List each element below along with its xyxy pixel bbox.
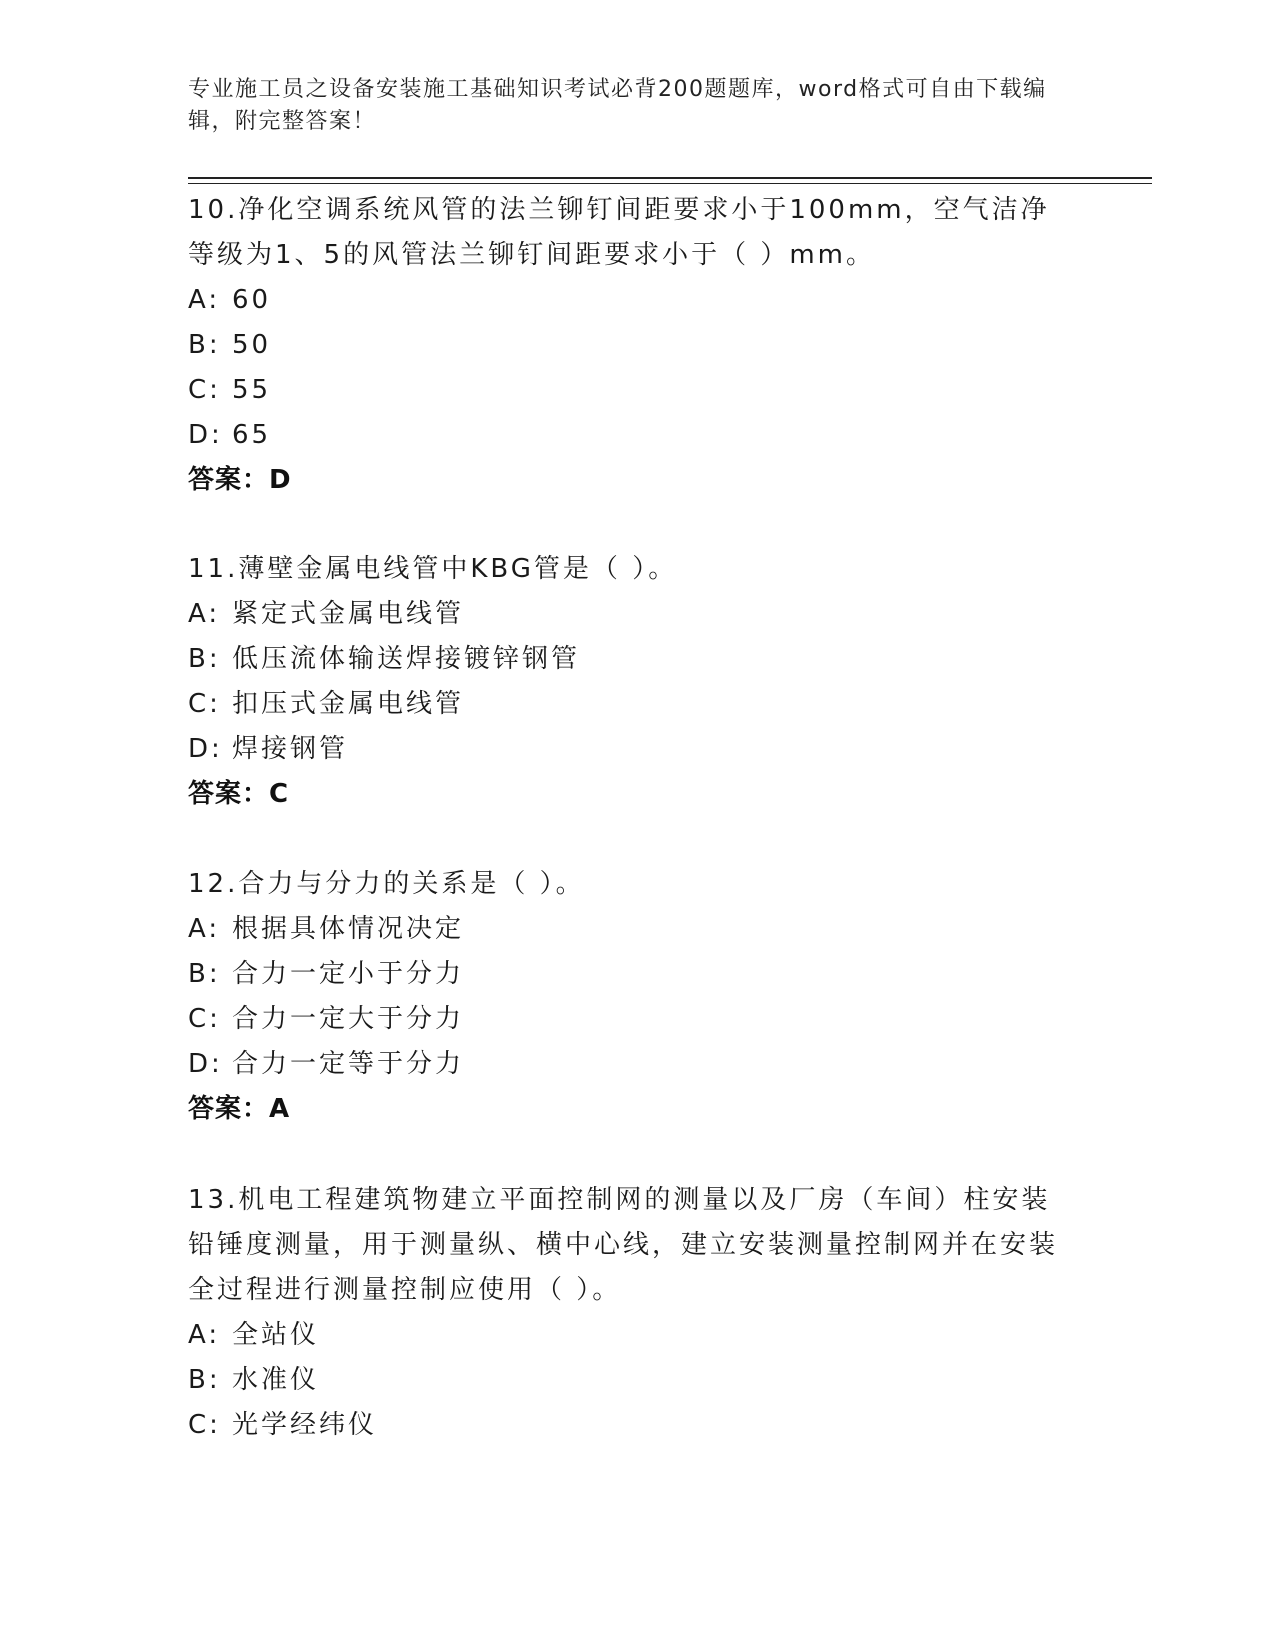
- option-text: 紧定式金属电线管: [232, 599, 465, 629]
- question-stem: 11.薄壁金属电线管中KBG管是（ ）。: [188, 554, 678, 584]
- header-title: 专业施工员之设备安装施工基础知识考试必背200题题库，word格式可自由下载编辑，附完整答案！: [188, 77, 1047, 134]
- option-letter: D:: [188, 734, 223, 764]
- option-text: 扣压式金属电线管: [232, 689, 465, 719]
- header-divider-thick: [188, 177, 1152, 179]
- option-text: 低压流体输送焊接镀锌钢管: [232, 644, 581, 674]
- option-letter: B:: [188, 330, 221, 360]
- answer-line: 答案：C: [188, 779, 290, 809]
- option-a: [188, 1313, 1068, 1358]
- option-letter: A:: [188, 599, 221, 629]
- option-text: 焊接钢管: [232, 734, 349, 764]
- option-d: [188, 1042, 1068, 1087]
- option-text: 光学经纬仪: [232, 1410, 378, 1440]
- question-11: [188, 547, 1068, 817]
- option-d: [188, 413, 1068, 458]
- option-text: 合力一定等于分力: [232, 1049, 465, 1079]
- answer-line: 答案：A: [188, 1094, 291, 1124]
- option-b: [188, 323, 1068, 368]
- option-text: 55: [232, 375, 272, 405]
- option-c: [188, 368, 1068, 413]
- answer-line: 答案：D: [188, 465, 292, 495]
- option-c: [188, 682, 1068, 727]
- option-a: [188, 907, 1068, 952]
- header-divider-thin: [188, 183, 1152, 184]
- option-a: [188, 278, 1068, 323]
- option-letter: A:: [188, 285, 221, 315]
- option-letter: D:: [188, 420, 223, 450]
- option-d: [188, 727, 1068, 772]
- question-stem: 13.机电工程建筑物建立平面控制网的测量以及厂房（车间）柱安装铅锤度测量，用于测量纵、横中心线，建立安装测量控制网并在安装全过程进行测量控制应使用（ ）。: [188, 1185, 1059, 1305]
- option-letter: A:: [188, 914, 221, 944]
- question-stem: 12.合力与分力的关系是（ ）。: [188, 869, 585, 899]
- option-letter: D:: [188, 1049, 223, 1079]
- question-12: [188, 862, 1068, 1132]
- option-b: [188, 637, 1068, 682]
- question-stem: 10.净化空调系统风管的法兰铆钉间距要求小于100mm，空气洁净等级为1、5的风管法兰铆钉间距要求小于（ ）mm。: [188, 195, 1050, 270]
- question-10: [188, 188, 1068, 503]
- option-letter: B:: [188, 959, 221, 989]
- option-letter: C:: [188, 1004, 221, 1034]
- option-letter: C:: [188, 375, 221, 405]
- option-text: 根据具体情况决定: [232, 914, 465, 944]
- option-letter: C:: [188, 689, 221, 719]
- question-13: [188, 1178, 1068, 1448]
- option-text: 50: [232, 330, 272, 360]
- option-b: [188, 1358, 1068, 1403]
- option-letter: A:: [188, 1320, 221, 1350]
- option-text: 全站仪: [232, 1320, 320, 1350]
- option-text: 60: [232, 285, 272, 315]
- option-text: 65: [232, 420, 272, 450]
- option-letter: B:: [188, 1365, 221, 1395]
- option-a: [188, 592, 1068, 637]
- document-header: [188, 74, 1068, 138]
- option-c: [188, 997, 1068, 1042]
- option-letter: B:: [188, 644, 221, 674]
- option-letter: C:: [188, 1410, 221, 1440]
- option-text: 水准仪: [232, 1365, 320, 1395]
- option-b: [188, 952, 1068, 997]
- option-c: [188, 1403, 1068, 1448]
- option-text: 合力一定大于分力: [232, 1004, 465, 1034]
- option-text: 合力一定小于分力: [232, 959, 465, 989]
